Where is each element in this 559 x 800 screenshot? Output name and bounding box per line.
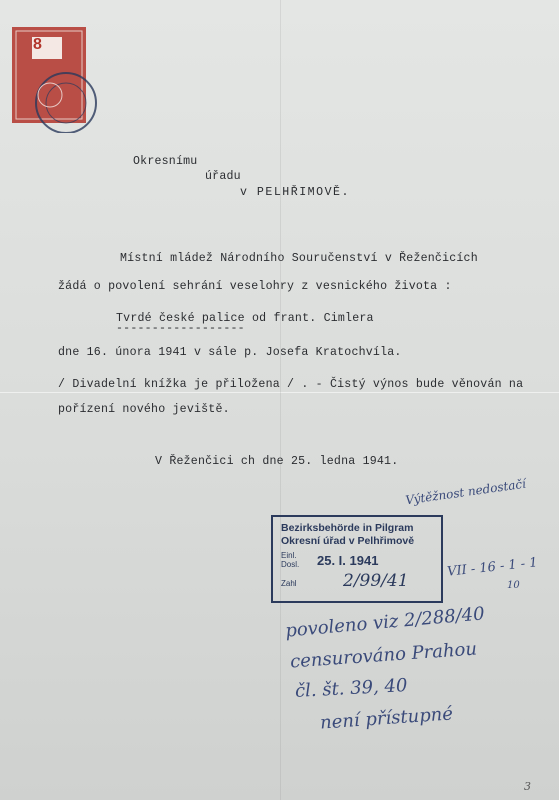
body-paragraph-4: / Divadelní knížka je přiložena / . - Čistý výnos bude věnován na	[58, 378, 524, 391]
body-paragraph-3: dne 16. února 1941 v sále p. Josefa Kratochvíla.	[58, 346, 402, 359]
play-title: Tvrdé české palice od frant. Cimlera	[116, 312, 374, 325]
received-stamp-date: 25. I. 1941	[317, 553, 379, 568]
handwritten-line-2: censurováno Prahou	[289, 638, 478, 673]
fold-line	[280, 0, 281, 800]
handwritten-reference-sub: 10	[507, 580, 520, 591]
play-title-underline: ------------------	[116, 322, 245, 335]
handwritten-note-top: Výtěžnost nedostačí	[404, 476, 527, 508]
revenue-stamp	[10, 25, 102, 133]
address-line-1: Okresnímu	[133, 155, 198, 168]
received-stamp	[271, 515, 443, 603]
received-stamp-zahl-label: Zahl	[281, 579, 297, 588]
received-stamp-label-e: Einl.	[281, 551, 297, 560]
handwritten-line-1: povoleno viz 2/288/40	[284, 603, 486, 642]
page-corner-number: 3	[524, 780, 531, 793]
address-line-3: v PELHŘIMOVĚ.	[240, 186, 350, 199]
handwritten-reference: VII - 16 - 1 - 1	[446, 555, 539, 580]
body-paragraph-5: pořízení nového jeviště.	[58, 403, 230, 416]
revenue-stamp-value: 8	[33, 36, 43, 53]
address-line-2: úřadu	[205, 170, 241, 183]
received-stamp-label-d: Dosl.	[281, 560, 300, 569]
handwritten-line-4: není přístupné	[319, 703, 454, 734]
received-stamp-title-de: Bezirksbehörde in Pilgram	[281, 522, 414, 534]
body-paragraph-1: Místní mládež Národního Souručenství v Řeženčicích	[120, 252, 478, 265]
received-stamp-title-cz: Okresní úřad v Pelhřimově	[281, 535, 415, 547]
body-paragraph-2: žádá o povolení sehrání veselohry z vesnického života :	[58, 280, 452, 293]
signoff-line: V Řeženčici ch dne 25. ledna 1941.	[155, 455, 399, 468]
received-stamp-number: 2/99/41	[343, 571, 409, 591]
handwritten-line-3: čl. št. 39, 40	[294, 675, 408, 702]
